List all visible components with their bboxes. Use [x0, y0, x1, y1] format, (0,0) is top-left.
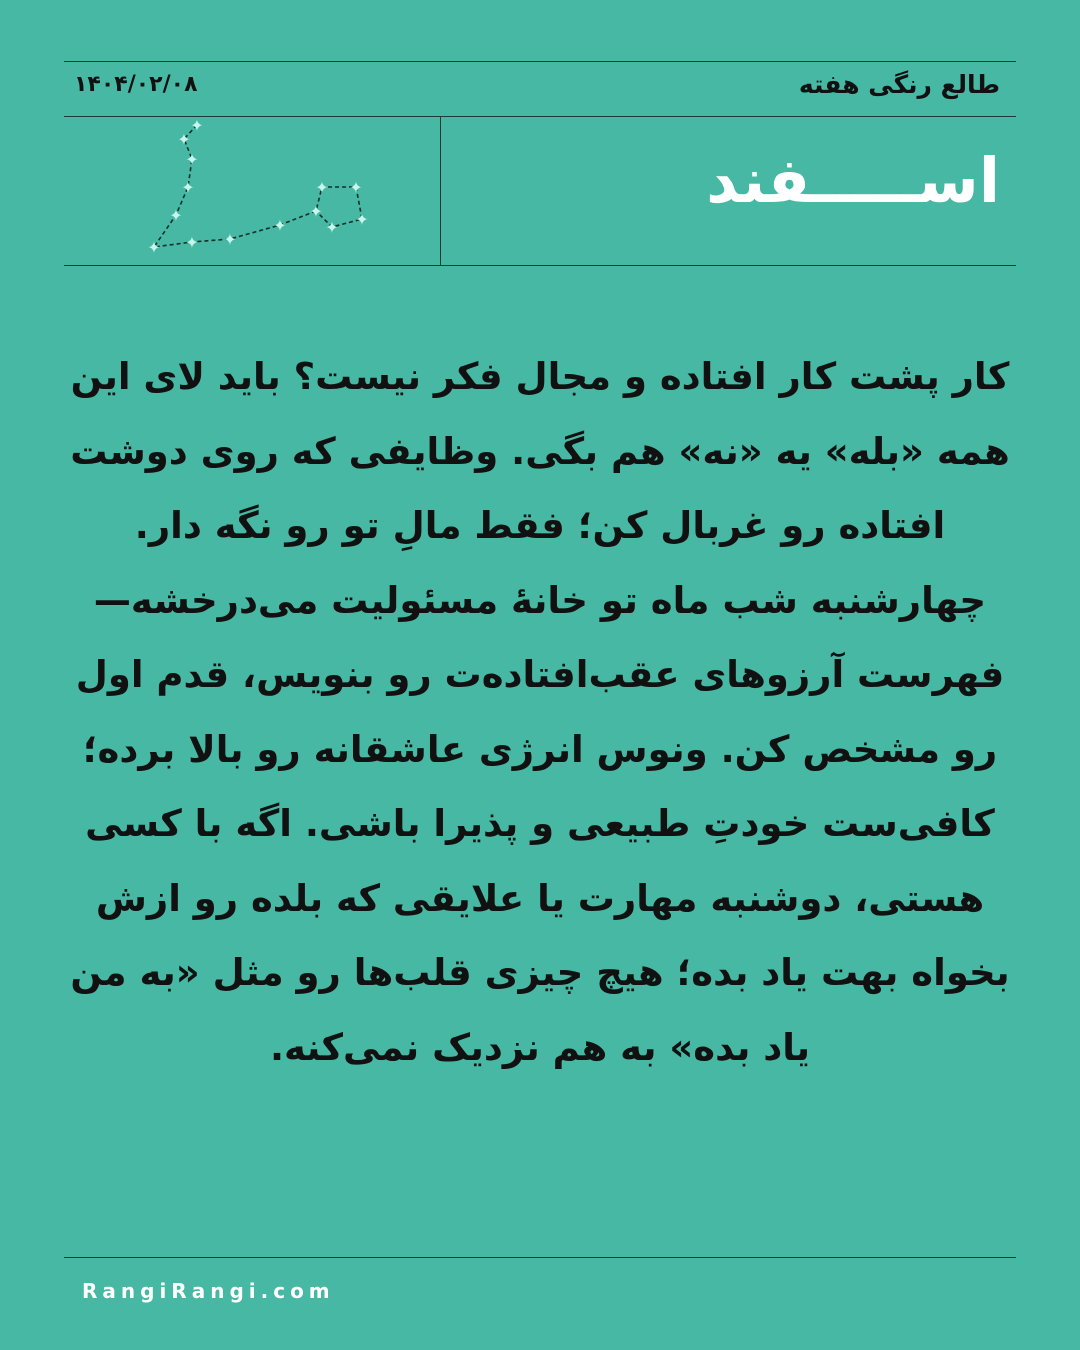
- svg-text:✦: ✦: [355, 210, 369, 229]
- svg-text:✦: ✦: [315, 178, 329, 197]
- top-rule: [64, 61, 1016, 62]
- svg-text:✦: ✦: [181, 178, 195, 197]
- svg-text:✦: ✦: [147, 238, 161, 257]
- footer-url[interactable]: RangiRangi.com: [82, 1279, 335, 1303]
- footer-rule: [64, 1257, 1016, 1258]
- svg-text:✦: ✦: [185, 233, 199, 252]
- sign-name: اســـــفند: [706, 144, 1000, 217]
- header-divider: [440, 117, 441, 265]
- svg-text:✦: ✦: [223, 230, 237, 249]
- section-rule: [64, 265, 1016, 266]
- svg-text:✦: ✦: [325, 218, 339, 237]
- svg-text:✦: ✦: [185, 150, 199, 169]
- svg-text:✦: ✦: [169, 206, 183, 225]
- svg-text:✦: ✦: [177, 130, 191, 149]
- header-title: طالع رنگی هفته: [798, 70, 1000, 99]
- header-date: ۱۴۰۴/۰۲/۰۸: [74, 72, 198, 97]
- svg-text:✦: ✦: [309, 202, 323, 221]
- horoscope-text: کار پشت کار افتاده و مجال فکر نیست؟ باید لای این همه «بله» یه «نه» هم بگی. وظایفی که روی دوشت افتاده رو غربال کن؛ فقط مالِ تو رو نگه دار. چهارشنبه شب ماه تو خانهٔ مسئولیت می‌درخشه— فهرست آرزوهای عقب‌افتاده‌ت رو بنویس، قدم اول رو مشخص کن. ونوس انرژی عاشقانه رو بالا برده؛ کافی‌ست خودتِ طبیعی و پذیرا باشی. اگه با کسی هستی، دوشنبه مهارت یا علایقی که بلده رو ازش بخواه بهت یاد بده؛ هیچ چیزی قلب‌ها رو مثل «به من یاد بده» به هم نزدیک نمی‌کنه.: [70, 355, 1010, 1069]
- svg-text:✦: ✦: [190, 117, 204, 135]
- svg-text:✦: ✦: [349, 178, 363, 197]
- pisces-constellation-icon: [120, 117, 380, 262]
- svg-text:✦: ✦: [273, 216, 287, 235]
